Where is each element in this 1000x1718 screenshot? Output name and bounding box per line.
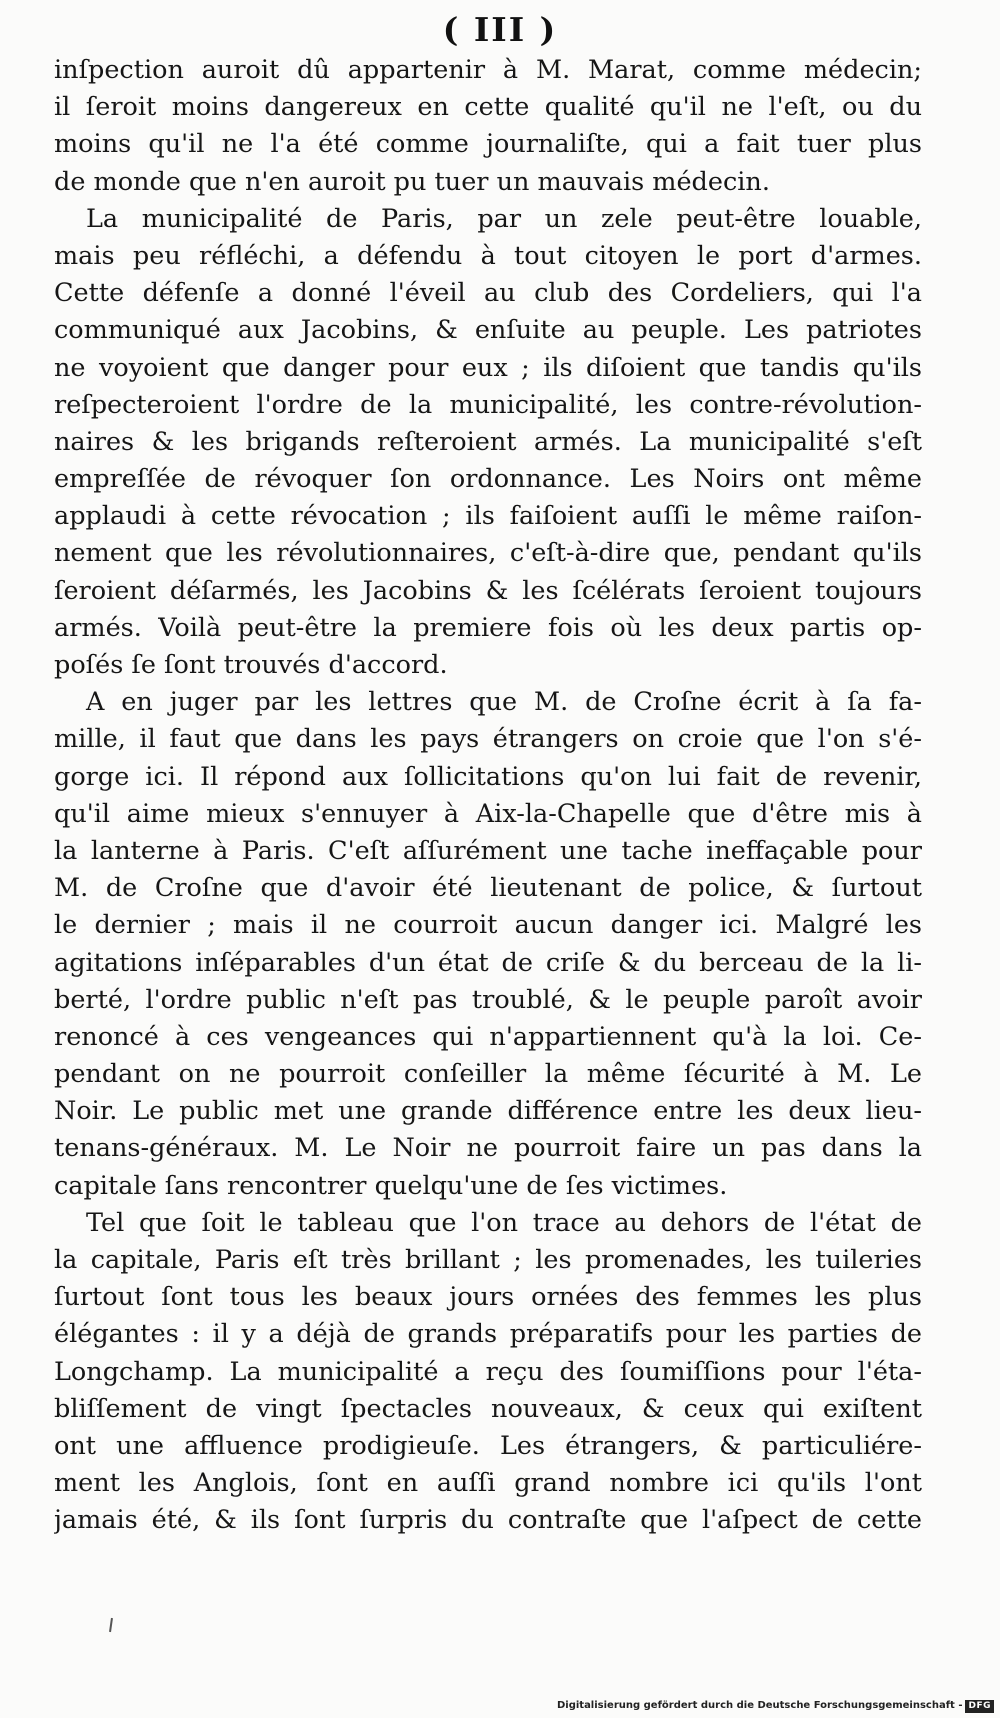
text-line: armés. Voilà peut-être la premiere fois où les deux partis op- (54, 612, 922, 643)
text-line: capitale ſans rencontrer quelqu'une de ſes victimes. (54, 1170, 728, 1201)
credit-text: Digitalisierung gefördert durch die Deutsche Forschungsgemeinschaft - (556, 1700, 963, 1711)
text-line: ment les Anglois, ſont en auſſi grand nombre ici qu'ils l'ont (54, 1468, 922, 1499)
text-line: empreſſée de révoquer ſon ordonnance. Les Noirs ont même (54, 464, 922, 495)
text-line: nement que les révolutionnaires, c'eſt-à-dire que, pendant qu'ils (54, 538, 922, 569)
text-line: reſpecteroient l'ordre de la municipalité, les contre-révolution- (54, 389, 922, 420)
text-line: ont une affluence prodigieuſe. Les étrangers, & particuliére- (54, 1430, 922, 1461)
text-line: Cette défenſe a donné l'éveil au club des Cordeliers, qui l'a (54, 278, 922, 309)
text-line: moins qu'il ne l'a été comme journaliſte, qui a fait tuer plus (54, 129, 922, 160)
text-line: de monde que n'en auroit pu tuer un mauvais médecin. (54, 166, 770, 197)
digitization-credit (557, 1698, 994, 1714)
stray-ink-mark (109, 1618, 113, 1632)
text-line: tenans-généraux. M. Le Noir ne pourroit faire un pas dans la (54, 1133, 922, 1164)
text-line: la lanterne à Paris. C'eſt aſſurément une tache ineffaçable pour (54, 835, 922, 866)
text-line: Noir. Le public met une grande différence entre les deux lieu- (54, 1096, 922, 1127)
dfg-logo: DFG (965, 1700, 994, 1713)
text-line: naires & les brigands reſteroient armés. La municipalité s'eſt (54, 426, 922, 457)
text-line: mille, il faut que dans les pays étrangers on croie que l'on s'é- (54, 724, 922, 755)
text-line: pendant on ne pourroit conſeiller la même ſécurité à M. Le (54, 1059, 922, 1090)
text-line: A en juger par les lettres que M. de Croſne écrit à ſa fa- (86, 687, 922, 718)
text-line: Tel que ſoit le tableau que l'on trace au dehors de l'état de (86, 1207, 922, 1238)
text-line: élégantes : il y a déjà de grands préparatifs pour les parties de (54, 1319, 922, 1350)
text-line: qu'il aime mieux s'ennuyer à Aix-la-Chapelle que d'être mis à (54, 798, 922, 829)
text-line: il ſeroit moins dangereux en cette qualité qu'il ne l'eſt, ou du (54, 92, 922, 123)
text-line: applaudi à cette révocation ; ils faiſoient auſſi le même raiſon- (54, 501, 922, 532)
text-line: gorge ici. Il répond aux ſollicitations qu'on lui fait de revenir, (54, 761, 922, 792)
text-line: mais peu réfléchi, a défendu à tout citoyen le port d'armes. (54, 240, 922, 271)
text-line: poſés ſe ſont trouvés d'accord. (54, 650, 448, 680)
text-line: ſurtout ſont tous les beaux jours ornées des femmes les plus (54, 1282, 922, 1313)
text-line: renoncé à ces vengeances qui n'appartiennent qu'à la loi. Ce- (54, 1021, 922, 1052)
text-line: communiqué aux Jacobins, & enſuite au peuple. Les patriotes (54, 315, 922, 346)
text-line: inſpection auroit dû appartenir à M. Marat, comme médecin; (54, 55, 922, 85)
text-line: bliſſement de vingt ſpectacles nouveaux, & ceux qui exiſtent (54, 1393, 922, 1424)
text-line: M. de Croſne que d'avoir été lieutenant de police, & ſurtout (54, 873, 922, 904)
text-line: Longchamp. La municipalité a reçu des ſoumiſſions pour l'éta- (54, 1356, 922, 1387)
text-line: agitations inſéparables d'un état de criſe & du berceau de la li- (54, 947, 922, 978)
body-text (54, 52, 922, 1540)
page-number: ( III ) (442, 10, 558, 49)
text-line: La municipalité de Paris, par un zele peut-être louable, (86, 203, 922, 234)
text-line: la capitale, Paris eſt très brillant ; les promenades, les tuileries (54, 1245, 922, 1275)
text-line: ne voyoient que danger pour eux ; ils diſoient que tandis qu'ils (54, 352, 922, 383)
text-line: ſeroient déſarmés, les Jacobins & les ſcélérats ſeroient toujours (54, 575, 922, 606)
text-line: berté, l'ordre public n'eſt pas troublé, & le peuple paroît avoir (54, 984, 922, 1015)
text-line: le dernier ; mais il ne courroit aucun danger ici. Malgré les (54, 910, 922, 941)
text-line: jamais été, & ils ſont ſurpris du contraſte que l'aſpect de cette (54, 1505, 922, 1536)
